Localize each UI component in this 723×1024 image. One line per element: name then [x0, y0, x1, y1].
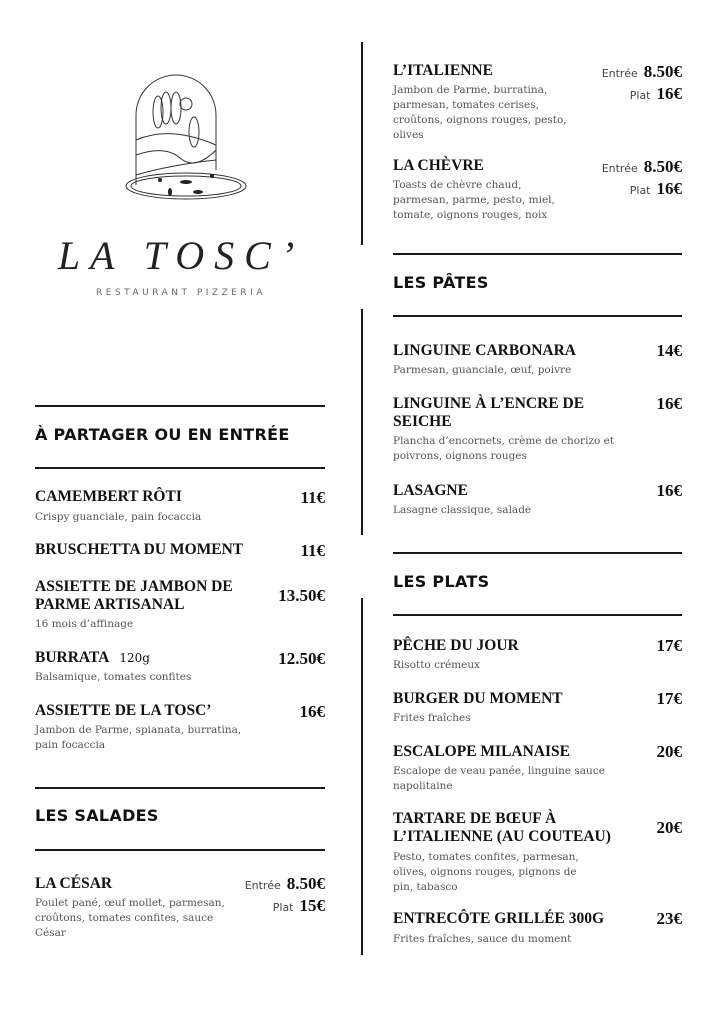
menu-item-name: [393, 637, 623, 655]
section-divider: [35, 849, 325, 851]
menu-item-description: Poulet pané, œuf mollet, parmesan, croûtons, tomates confites, sauce César: [35, 897, 225, 939]
menu-item-name: [393, 810, 628, 846]
plat-label: Plat: [629, 89, 651, 102]
column-divider: [361, 598, 363, 955]
menu-item-price: 11€: [300, 541, 325, 560]
item-name-text: BRUSCHETTA DU MOMENT: [35, 541, 244, 558]
plat-price-row: [630, 179, 682, 201]
entree-label: Entrée: [601, 162, 638, 175]
menu-item-description: Risotto crémeux: [393, 659, 481, 671]
menu-item-price: 11€: [300, 488, 325, 507]
entree-label: Entrée: [244, 879, 281, 892]
column-divider: [361, 309, 363, 535]
restaurant-tagline: RESTAURANT PIZZERIA: [96, 288, 266, 298]
menu-item-description: Lasagne classique, salade: [393, 504, 532, 516]
menu-item-description: 16 mois d’affinage: [35, 618, 134, 630]
menu-item-description: Parmesan, guanciale, œuf, poivre: [393, 364, 572, 376]
section-title: LES SALADES: [35, 806, 159, 825]
menu-item-price: 16€: [656, 394, 682, 413]
section-divider: [35, 787, 325, 789]
item-name-text: LASAGNE: [393, 482, 468, 499]
menu-item-description: Pesto, tomates confites, parmesan, olives, oignons rouges, pignons de pin, tabasco: [393, 851, 579, 893]
menu-item-description: Frites fraîches, sauce du moment: [393, 933, 572, 945]
plat-price: 16€: [656, 179, 682, 198]
menu-item-description: Escalope de veau panée, linguine sauce napolitaine: [393, 765, 605, 792]
entree-label: Entrée: [601, 67, 638, 80]
menu-item-price: 20€: [656, 818, 682, 837]
menu-item-price: 17€: [656, 636, 682, 655]
menu-item-price: 20€: [656, 742, 682, 761]
menu-item-price: 13.50€: [278, 586, 325, 605]
menu-item-name: [393, 482, 623, 500]
item-name-text: L’ITALIENNE: [393, 62, 493, 79]
entree-price: 8.50€: [643, 62, 682, 81]
item-name-text: LINGUINE À L’ENCRE DE SEICHE: [393, 395, 585, 430]
item-name-text: ASSIETTE DE LA TOSC’: [35, 702, 212, 719]
logo-illustration: [120, 70, 250, 200]
menu-item-name: [35, 541, 265, 559]
restaurant-name: LA TOSC’: [57, 233, 305, 278]
entree-price: 8.50€: [643, 157, 682, 176]
menu-item-price: 14€: [656, 341, 682, 360]
entree-price-row: [602, 157, 682, 179]
item-name-text: TARTARE DE BŒUF À L’ITALIENNE (AU COUTEAU): [393, 810, 611, 845]
item-name-text: ENTRECÔTE GRILLÉE 300G: [393, 910, 605, 927]
menu-item-name: [393, 690, 623, 708]
item-name-text: BURRATA: [35, 649, 110, 666]
menu-item-name: [35, 578, 250, 614]
item-name-text: PÊCHE DU JOUR: [393, 637, 519, 654]
plat-price: 16€: [656, 84, 682, 103]
plat-price-row: [630, 84, 682, 106]
menu-item-description: Crispy guanciale, pain focaccia: [35, 511, 202, 523]
menu-item-description: Balsamique, tomates confites: [35, 671, 192, 683]
menu-item-name: [393, 395, 608, 431]
menu-item-price: 16€: [656, 481, 682, 500]
menu-item-price: 16€: [299, 702, 325, 721]
item-name-text: CAMEMBERT RÔTI: [35, 488, 182, 505]
section-divider: [35, 467, 325, 469]
menu-item-name: [393, 157, 623, 175]
item-name-text: BURGER DU MOMENT: [393, 690, 563, 707]
menu-item-name: [393, 342, 623, 360]
menu-item-description: Toasts de chèvre chaud, parmesan, parme, pesto, miel, tomate, oignons rouges, noix: [393, 179, 555, 221]
menu-item-name: [393, 910, 623, 928]
item-name-text: LA CÉSAR: [35, 875, 113, 892]
menu-item-description: Plancha d’encornets, crème de chorizo et poivrons, oignons rouges: [393, 435, 615, 462]
section-title: À PARTAGER OU EN ENTRÉE: [35, 425, 290, 444]
plat-price-row: [273, 896, 325, 918]
entree-price-row: [245, 874, 325, 896]
section-divider: [393, 614, 682, 616]
menu-item-name: [35, 875, 265, 893]
entree-price-row: [602, 62, 682, 84]
menu-item-name: [393, 743, 623, 761]
plat-label: Plat: [272, 901, 294, 914]
menu-item-price: 23€: [656, 909, 682, 928]
menu-item-name: [35, 702, 265, 720]
menu-item-name: [35, 649, 265, 667]
section-title: LES PLATS: [393, 572, 490, 591]
section-title: LES PÂTES: [393, 273, 489, 292]
menu-item-description: Jambon de Parme, spianata, burratina, pain focaccia: [35, 724, 242, 751]
item-name-text: LA CHÈVRE: [393, 157, 484, 174]
menu-item-price: 12.50€: [278, 649, 325, 668]
item-name-text: ASSIETTE DE JAMBON DE PARME ARTISANAL: [35, 578, 233, 613]
plat-price: 15€: [299, 896, 325, 915]
section-divider: [393, 552, 682, 554]
item-name-text: ESCALOPE MILANAISE: [393, 743, 570, 760]
menu-item-name: [393, 62, 623, 80]
entree-price: 8.50€: [286, 874, 325, 893]
menu-item-description: Frites fraîches: [393, 712, 471, 724]
menu-item-description: Jambon de Parme, burratina, parmesan, tomates cerises, croûtons, oignons rouges, pesto, olives: [393, 84, 567, 141]
column-divider: [361, 42, 363, 245]
item-name-text: LINGUINE CARBONARA: [393, 342, 577, 359]
section-divider: [393, 253, 682, 255]
item-quantity: 120g: [119, 651, 150, 665]
menu-item-name: [35, 488, 265, 506]
section-divider: [35, 405, 325, 407]
menu-item-price: 17€: [656, 689, 682, 708]
section-divider: [393, 315, 682, 317]
plat-label: Plat: [629, 184, 651, 197]
